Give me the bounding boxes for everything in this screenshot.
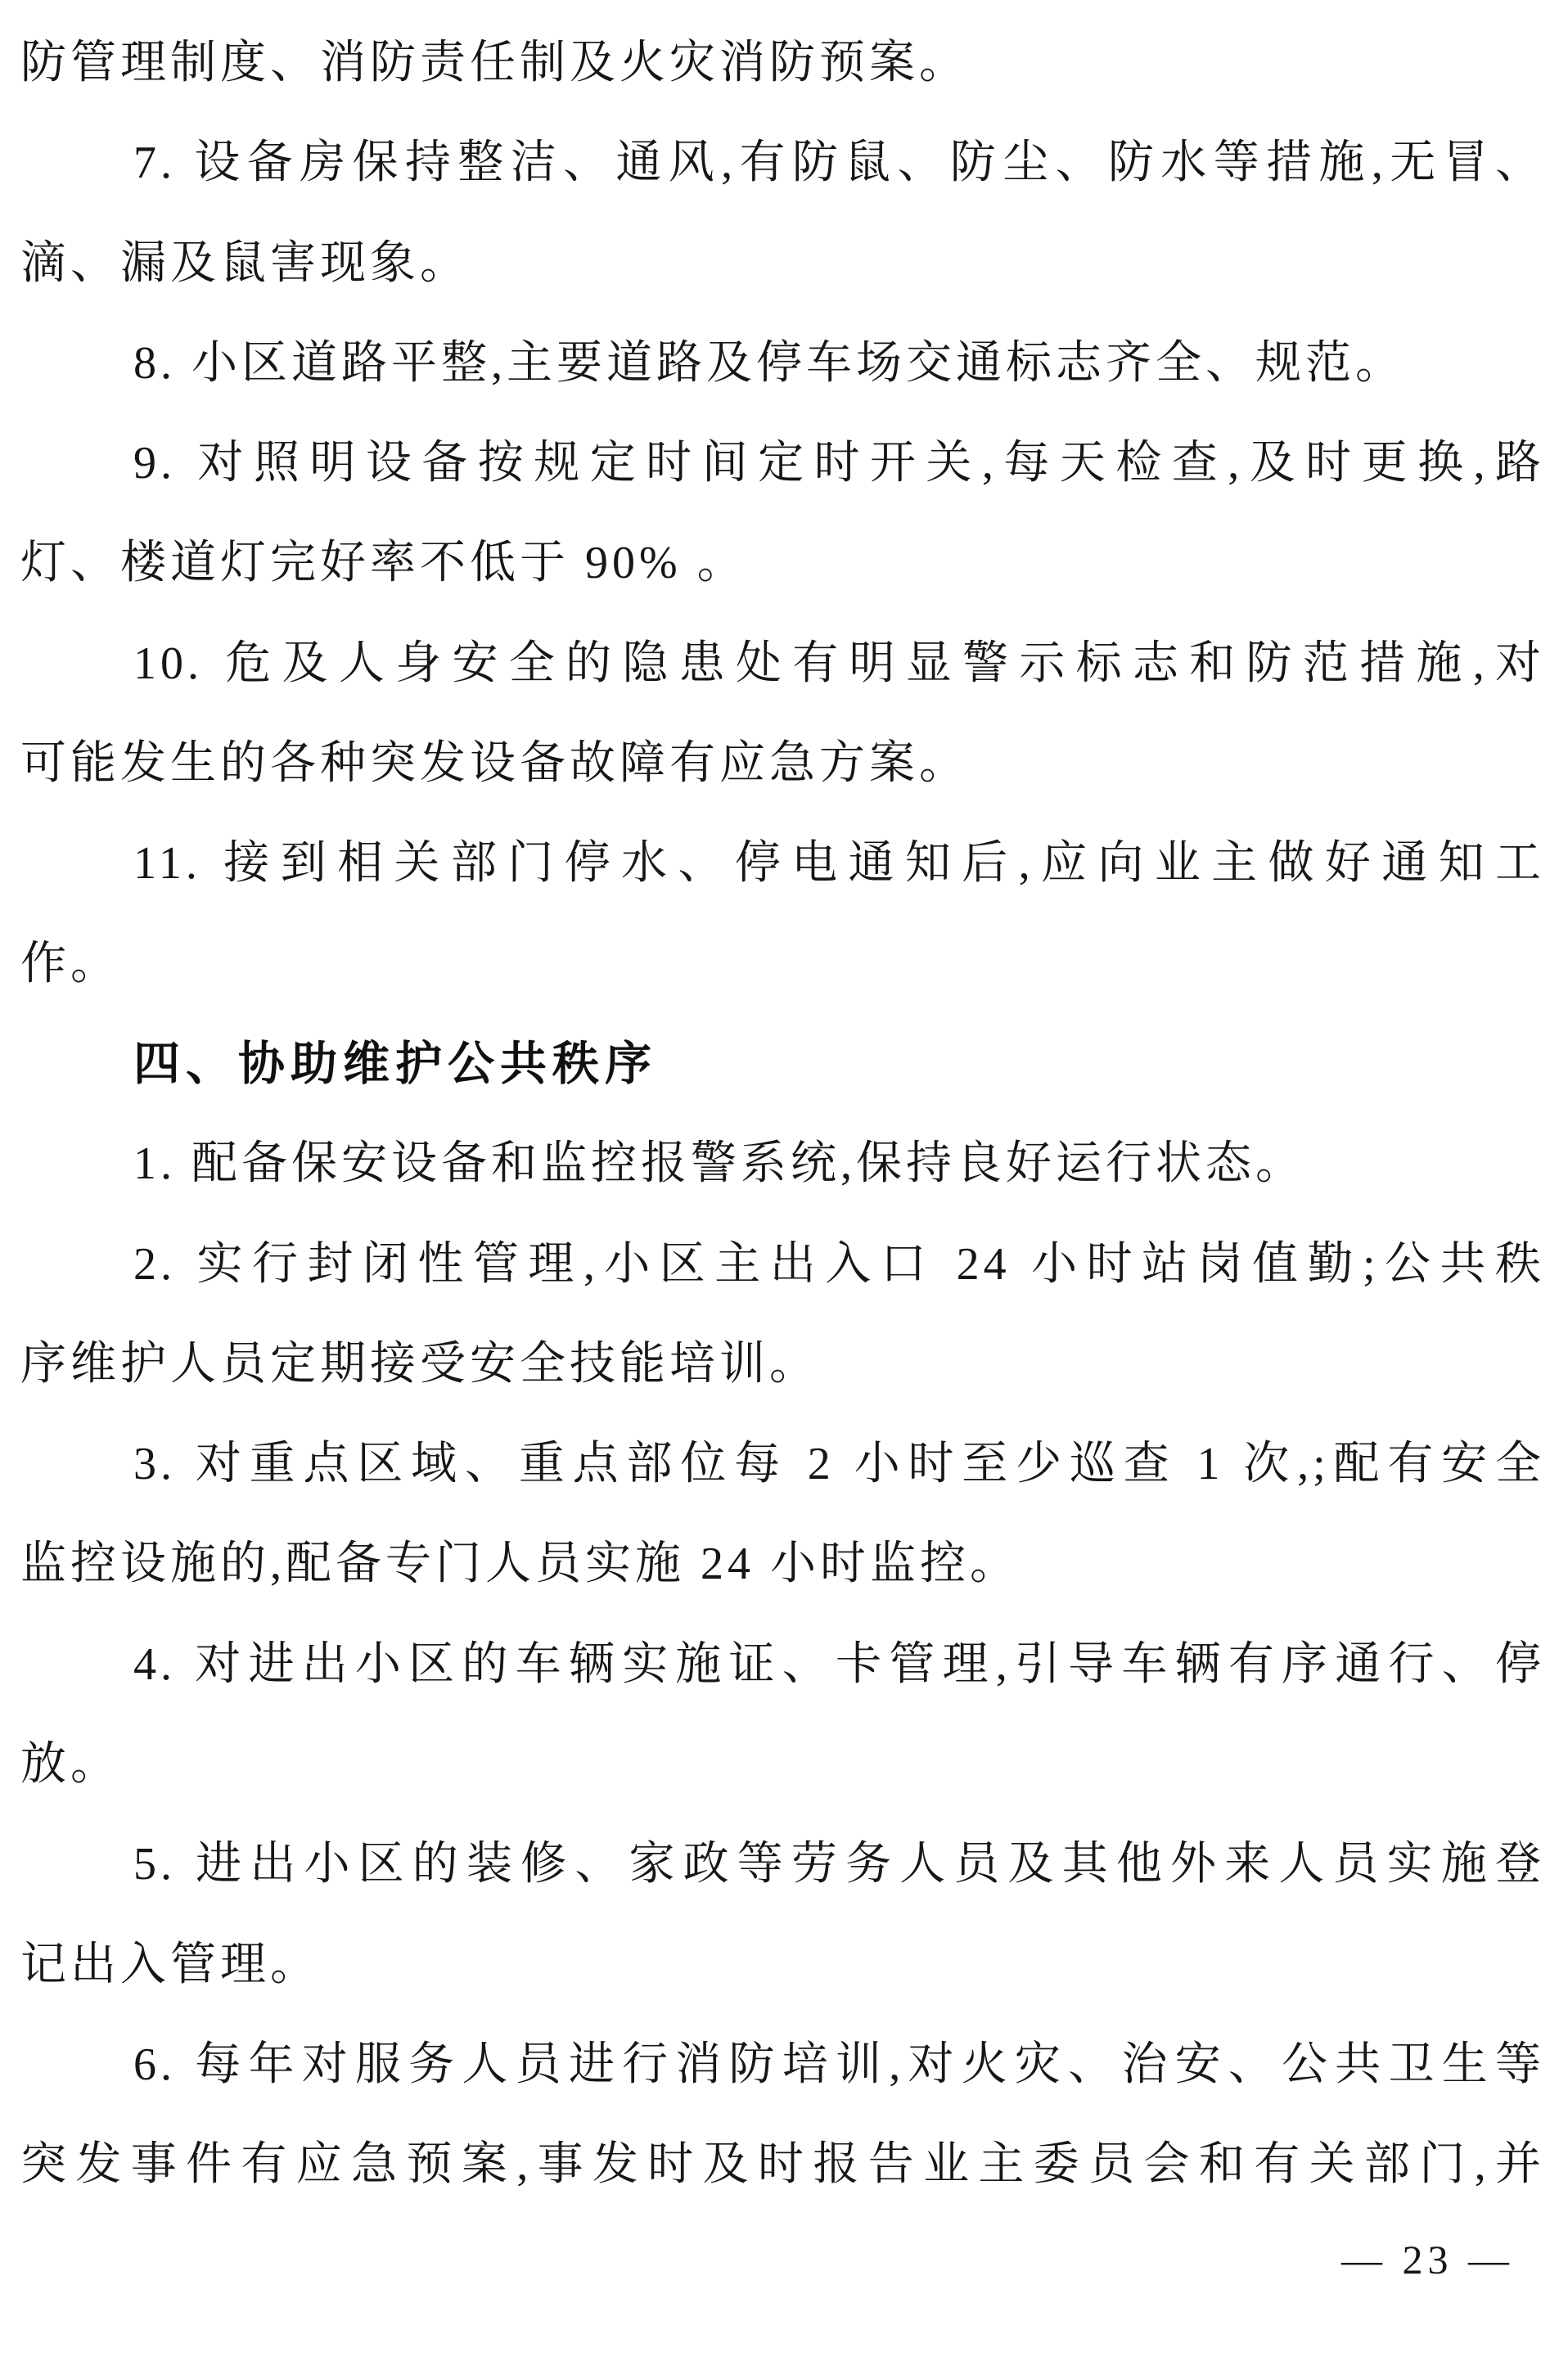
text-line: 防管理制度、消防责任制及火灾消防预案。 xyxy=(20,38,969,88)
document-body xyxy=(20,13,1545,2215)
text-line: 3. 对重点区域、重点部位每 2 小时至少巡查 1 次,;配有安全 xyxy=(133,1439,1545,1490)
text-line: 记出入管理。 xyxy=(20,1939,320,1990)
page-number: — 23 — xyxy=(1341,2237,1514,2282)
text-line: 7. 设备房保持整洁、通风,有防鼠、防尘、防水等措施,无冒、 xyxy=(133,137,1545,189)
text-line: 突发事件有应急预案,事发时及时报告业主委员会和有关部门,并 xyxy=(20,2139,1545,2191)
text-line: 4. 对进出小区的车辆实施证、卡管理,引导车辆有序通行、停 xyxy=(133,1638,1545,1690)
text-line: 2. 实行封闭性管理,小区主出入口 24 小时站岗值勤;公共秩 xyxy=(133,1238,1545,1290)
text-line: 5. 进出小区的装修、家政等劳务人员及其他外来人员实施登 xyxy=(133,1839,1545,1890)
text-line: 10. 危及人身安全的隐患处有明显警示标志和防范措施,对 xyxy=(133,638,1545,689)
text-line: 1. 配备保安设备和监控报警系统,保持良好运行状态。 xyxy=(133,1138,1305,1190)
text-line: 6. 每年对服务人员进行消防培训,对火灾、治安、公共卫生等 xyxy=(133,2039,1545,2090)
text-line: 可能发生的各种突发设备故障有应急方案。 xyxy=(20,738,969,790)
text-line: 序维护人员定期接受安全技能培训。 xyxy=(20,1338,819,1390)
text-line: 9. 对照明设备按规定时间定时开关,每天检查,及时更换,路 xyxy=(133,438,1545,489)
section-heading: 四、协助维护公共秩序 xyxy=(133,1037,657,1090)
text-line: 放。 xyxy=(20,1739,120,1791)
text-line: 监控设施的,配备专门人员实施 24 小时监控。 xyxy=(20,1539,1020,1590)
text-line: 灯、楼道灯完好率不低于 90% 。 xyxy=(20,538,747,589)
text-line: 作。 xyxy=(20,938,120,989)
text-line: 11. 接到相关部门停水、停电通知后,应向业主做好通知工 xyxy=(133,838,1545,890)
text-line: 8. 小区道路平整,主要道路及停车场交通标志齐全、规范。 xyxy=(133,337,1405,389)
text-line: 滴、漏及鼠害现象。 xyxy=(20,237,470,289)
